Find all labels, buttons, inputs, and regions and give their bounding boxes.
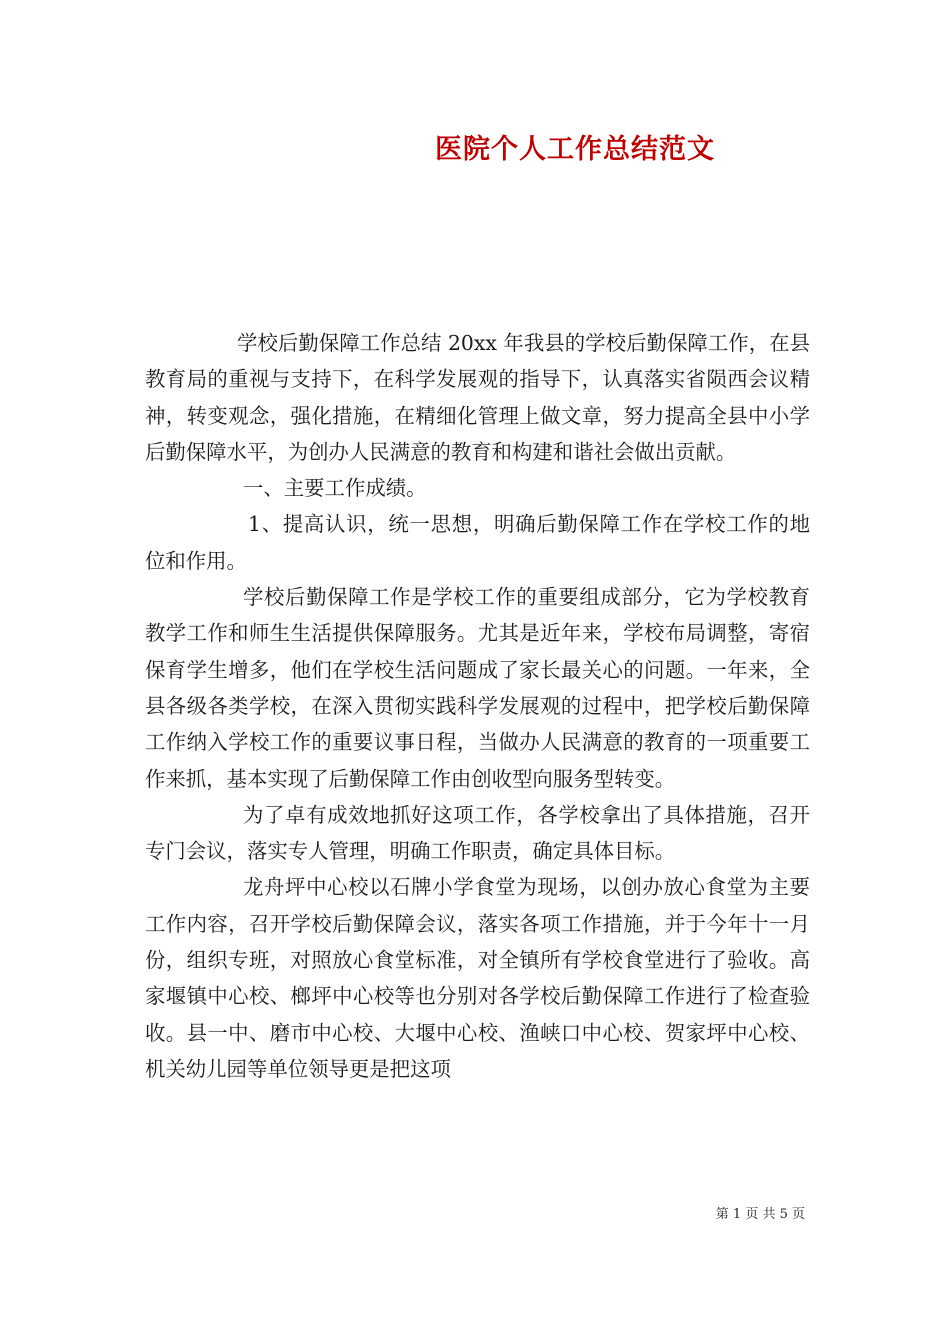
document-body bbox=[145, 325, 810, 1087]
section-heading-achievements: 一、主要工作成绩。 bbox=[243, 476, 427, 501]
subheading-awareness: 1、提高认识，统一思想，明确后勤保障工作在学校工作的地位和作用。 bbox=[145, 512, 810, 573]
document-title: 医院个人工作总结范文 bbox=[435, 134, 715, 165]
paragraph-logistics-importance: 学校后勤保障工作是学校工作的重要组成部分，它为学校教育教学工作和师生生活提供保障服务。尤其是近年来，学校布局调整，寄宿保育学生增多，他们在学校生活问题成了家长最关心的问题。一年来，全县各级各类学校，在深入贯彻实践科学发展观的过程中，把学校后勤保障工作纳入学校工作的重要议事日程，当做办人民满意的教育的一项重要工作来抓，基本实现了后勤保障工作由创收型向服务型转变。 bbox=[145, 585, 810, 791]
paragraph-intro: 学校后勤保障工作总结 20xx 年我县的学校后勤保障工作，在县教育局的重视与支持下，在科学发展观的指导下，认真落实省陨西会议精神，转变观念，强化措施，在精细化管理上做文章，努力提高全县中小学后勤保障水平，为创办人民满意的教育和构建和谐社会做出贡献。 bbox=[145, 331, 810, 464]
paragraph-school-examples: 龙舟坪中心校以石牌小学食堂为现场，以创办放心食堂为主要工作内容，召开学校后勤保障会议，落实各项工作措施，并于今年十一月份，组织专班，对照放心食堂标准，对全镇所有学校食堂进行了验收。高家堰镇中心校、榔坪中心校等也分别对各学校后勤保障工作进行了检查验收。县一中、磨市中心校、大堰中心校、渔峡口中心校、贺家坪中心校、机关幼儿园等单位领导更是把这项 bbox=[145, 875, 810, 1081]
page-number-footer: 第 1 页 共 5 页 bbox=[715, 1207, 805, 1222]
paragraph-measures: 为了卓有成效地抓好这项工作，各学校拿出了具体措施，召开专门会议，落实专人管理，明确工作职责，确定具体目标。 bbox=[145, 802, 810, 864]
